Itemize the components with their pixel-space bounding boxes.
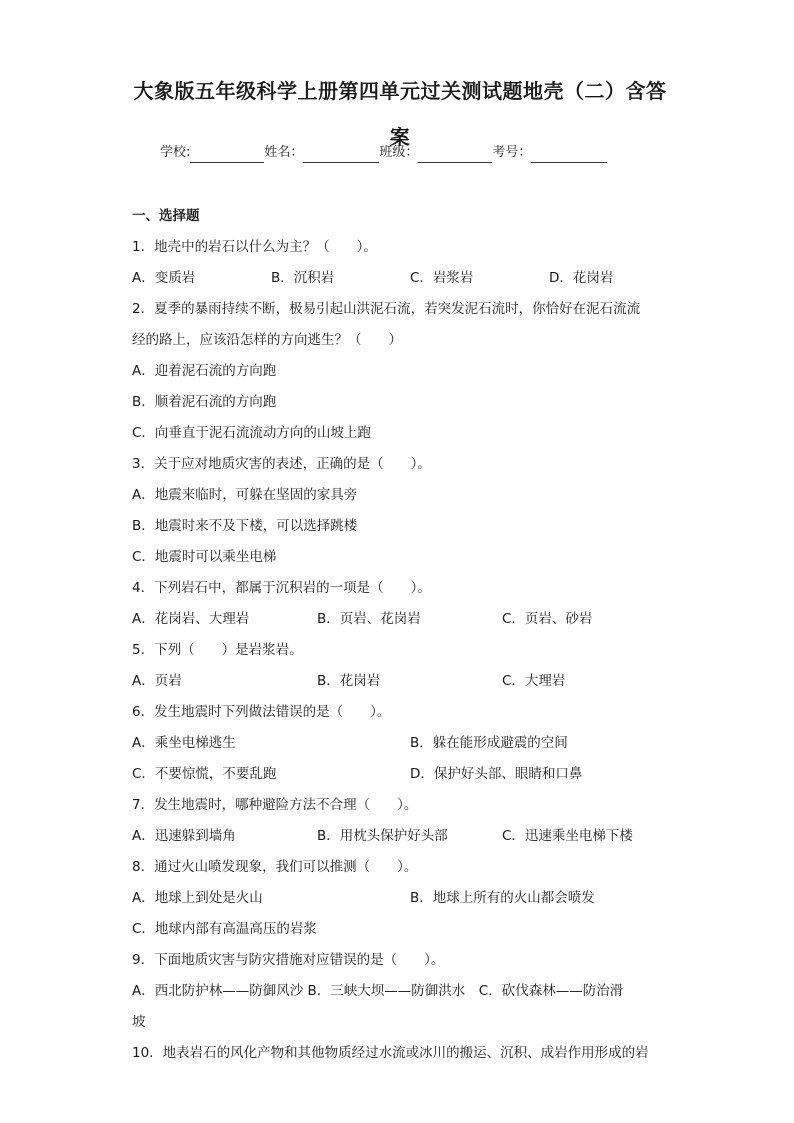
question-10-stem: 10．地表岩石的风化产物和其他物质经过水流或冰川的搬运、沉积、成岩作用形成的岩: [132, 1045, 649, 1061]
question-1-option-d[interactable]: D．花岗岩: [549, 270, 614, 286]
question-2-option-c[interactable]: C．向垂直于泥石流流动方向的山坡上跑: [132, 425, 371, 441]
class-blank[interactable]: [418, 147, 492, 163]
school-blank[interactable]: [190, 147, 264, 163]
question-list: [132, 204, 672, 1072]
question-7-option-a[interactable]: A．迅速躲到墙角: [132, 828, 236, 844]
question-3-stem: 3．关于应对地质灾害的表述，正确的是（ ）。: [132, 456, 431, 472]
question-6-options-row-1: [132, 731, 672, 762]
question-2-option-b[interactable]: B．顺着泥石流的方向跑: [132, 394, 277, 410]
class-label: 班级：: [379, 145, 419, 160]
question-7-stem: 7．发生地震时，哪种避险方法不合理（ ）。: [132, 797, 418, 813]
exam-no-label: 考号：: [492, 145, 532, 160]
question-5-option-c[interactable]: C．大理岩: [502, 673, 566, 689]
question-6-option-b[interactable]: B．躲在能形成避震的空间: [410, 735, 568, 751]
school-label: 学校:: [160, 145, 191, 160]
question-6-options-row-2: [132, 762, 672, 793]
question-6-option-a[interactable]: A．乘坐电梯逃生: [132, 735, 236, 751]
title-line-1: 大象版五年级科学上册第四单元过关测试题地壳（二）含答: [133, 79, 667, 103]
question-4-stem: 4．下列岩石中，都属于沉积岩的一项是（ ）。: [132, 580, 431, 596]
question-6-option-d[interactable]: D．保护好头部、眼睛和口鼻: [410, 766, 583, 782]
question-1-option-a[interactable]: A．变质岩: [132, 270, 196, 286]
question-8-options-row-1: [132, 886, 672, 917]
question-6-stem: 6．发生地震时下列做法错误的是（ ）。: [132, 704, 391, 720]
question-5-options: [132, 669, 672, 700]
question-1-option-c[interactable]: C．岩浆岩: [410, 270, 474, 286]
student-info-row: [160, 143, 607, 163]
question-4-option-c[interactable]: C．页岩、砂岩: [502, 611, 593, 627]
question-3-option-b[interactable]: B．地震时来不及下楼，可以选择跳楼: [132, 518, 358, 534]
question-5-stem: 5．下列（ ）是岩浆岩。: [132, 642, 303, 658]
question-7-option-b[interactable]: B．用枕头保护好头部: [317, 828, 448, 844]
question-7-options: [132, 824, 672, 855]
question-2-option-a[interactable]: A．迎着泥石流的方向跑: [132, 363, 277, 379]
name-blank[interactable]: [303, 147, 379, 163]
question-1-stem: 1．地壳中的岩石以什么为主？（ ）。: [132, 239, 377, 255]
question-9-options-line-1[interactable]: A．西北防护林——防御风沙 B．三峡大坝——防御洪水 C．砍伐森林——防治滑: [132, 983, 624, 999]
name-label: 姓名：: [264, 145, 304, 160]
question-6-option-c[interactable]: C．不要惊慌，不要乱跑: [132, 766, 277, 782]
question-5-option-a[interactable]: A．页岩: [132, 673, 182, 689]
question-3-option-a[interactable]: A．地震来临时，可躲在坚固的家具旁: [132, 487, 358, 503]
question-1-option-b[interactable]: B．沉积岩: [271, 270, 335, 286]
question-8-option-a[interactable]: A．地球上到处是火山: [132, 890, 263, 906]
question-7-option-c[interactable]: C．迅速乘坐电梯下楼: [502, 828, 633, 844]
question-8-option-c[interactable]: C．地球内部有高温高压的岩浆: [132, 921, 317, 937]
question-2-stem-line-1: 2．夏季的暴雨持续不断，极易引起山洪泥石流，若突发泥石流时，你恰好在泥石流流: [132, 301, 641, 317]
question-8-option-b[interactable]: B．地球上所有的火山都会喷发: [410, 890, 595, 906]
title-line-2: 案: [389, 125, 411, 149]
question-5-option-b[interactable]: B．花岗岩: [317, 673, 381, 689]
question-4-option-b[interactable]: B．页岩、花岗岩: [317, 611, 421, 627]
question-8-stem: 8．通过火山喷发现象，我们可以推测（ ）。: [132, 859, 418, 875]
section-heading: 一、选择题: [132, 208, 200, 224]
question-1-options: [132, 266, 672, 297]
question-2-stem-line-2: 经的路上，应该沿怎样的方向逃生？（ ）: [132, 332, 402, 348]
question-3-option-c[interactable]: C．地震时可以乘坐电梯: [132, 549, 277, 565]
exam-no-blank[interactable]: [531, 147, 607, 163]
question-4-options: [132, 607, 672, 638]
question-4-option-a[interactable]: A．花岗岩、大理岩: [132, 611, 250, 627]
question-9-options-line-2: 坡: [132, 1014, 146, 1030]
question-9-stem: 9．下面地质灾害与防灾措施对应错误的是（ ）。: [132, 952, 445, 968]
